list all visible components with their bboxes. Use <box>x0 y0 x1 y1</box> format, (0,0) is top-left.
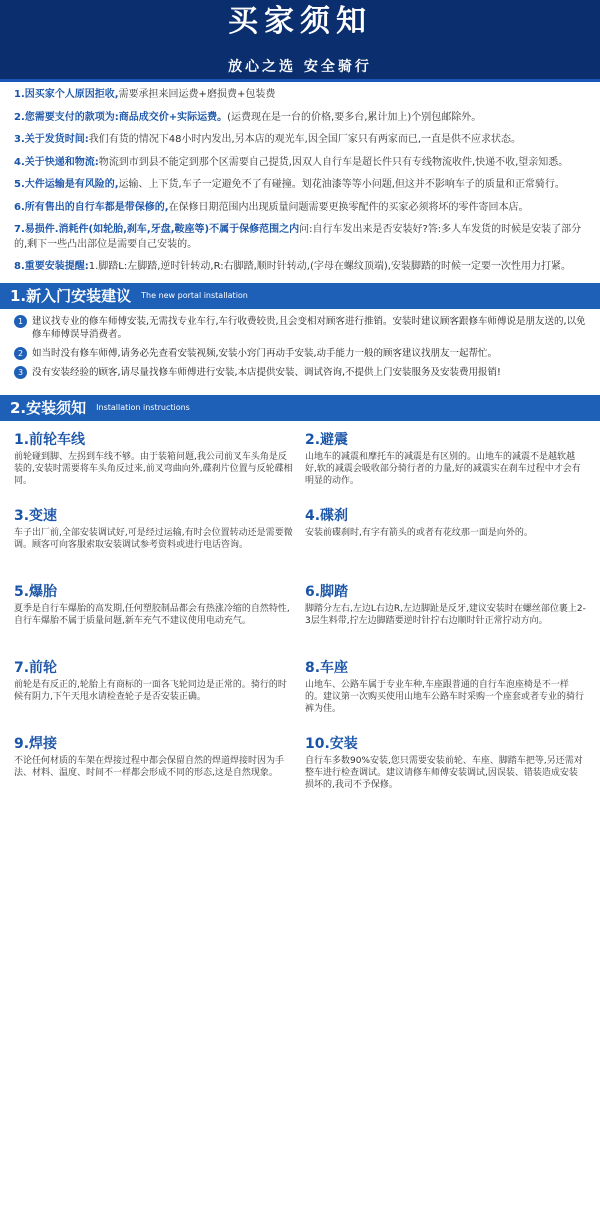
card-body: 前轮是有反正的,轮胎上有商标的一面各飞轮同边是正常的。骑行的时候有阴力,下午天甩水请检查轮子是否安装正确。 <box>14 679 287 702</box>
note-card <box>305 657 586 727</box>
note-card <box>14 733 295 803</box>
note-body: 在保修日期范围内出现质量问题需要更换零配件的买家必须将坏的零件寄回本店。 <box>168 201 529 213</box>
note-card <box>305 505 586 575</box>
card-body: 山地车的减震和摩托车的减震是有区别的。山地车的减震不是越软越好,软的减震会吸收部分骑行者的力量,好的减震实在刹车过程中才会有明显的动作。 <box>305 451 581 486</box>
note-item <box>14 260 586 275</box>
page-title: 买家须知 <box>228 4 372 39</box>
note-head: 4.关于快递和物流: <box>14 156 99 168</box>
number-badge-icon: 1 <box>14 315 27 328</box>
note-card <box>305 733 586 803</box>
card-body: 不论任何材质的车架在焊接过程中都会保留自然的焊道焊接时因为手法、材料、温度、时间不一样都会形成不同的形态,这是自然现象。 <box>14 755 285 778</box>
note-body: 我们有货的情况下48小时内发出,另本店的观光车,因全国厂家只有两家而已,一直是供不应求状态。 <box>88 134 522 145</box>
card-title: 9.焊接 <box>14 735 58 752</box>
note-card <box>14 657 295 727</box>
card-title: 4.碟刹 <box>305 507 349 524</box>
list-item <box>14 347 586 360</box>
card-title: 1.前轮车线 <box>14 431 86 448</box>
section-header-install-notes <box>0 395 600 421</box>
note-body: (运费现在是一台的价格,要多台,累计加上)个别包邮除外。 <box>227 111 482 123</box>
number-badge-icon: 3 <box>14 366 27 379</box>
card-body: 车子出厂前,全部安装调试好,可是经过运输,有时会位置转动还是需要微调。顾客可向客服索取安装调试参考资料或进行电话咨询。 <box>14 527 293 550</box>
page-slogan: 放心之选 安全骑行 <box>228 59 372 75</box>
card-body: 脚踏分左右,左边L右边R,左边脚趾是反牙,建议安装时在螺丝部位裹上2-3层生料带,拧左边脚踏要逆时针拧右边顺时针正常拧动方向。 <box>305 603 586 626</box>
install-advice-list <box>0 309 600 391</box>
section-subtitle: The new portal installation <box>141 291 248 300</box>
card-body: 自行车多数90%安装,您只需要安装前轮、车座、脚踏车把等,另还需对整车进行检查调试。建议请修车师傅安装调试,因误装、错装造成安装损坏的,我司不予保修。 <box>305 755 583 790</box>
number-badge-icon: 2 <box>14 347 27 360</box>
list-item-text: 如当时没有修车师傅,请务必先查看安装视频,安装小窍门再动手安装,动手能力一般的顾客建议找朋友一起帮忙。 <box>32 347 498 359</box>
card-title: 5.爆胎 <box>14 583 58 600</box>
note-item <box>14 133 586 148</box>
note-item <box>14 88 586 103</box>
note-item <box>14 178 586 193</box>
note-body: 1.脚踏L:左脚踏,逆时针转动,R:右脚踏,顺时针转动,(字母在螺纹顶端),安装脚踏的时候一定要一次性用力打紧。 <box>88 261 571 272</box>
note-card <box>14 505 295 575</box>
section-header-install-advice <box>0 283 600 309</box>
note-head: 3.关于发货时间: <box>14 134 89 145</box>
note-card <box>14 581 295 651</box>
note-head: 7.易损件.消耗件(如轮胎,刹车,牙盘,鞍座等)不属于保修范围之内 <box>14 224 300 235</box>
card-title: 10.安装 <box>305 735 358 752</box>
buyer-notes <box>0 82 600 275</box>
card-title: 6.脚踏 <box>305 583 349 600</box>
note-head: 8.重要安装提醒: <box>14 261 89 272</box>
card-title: 3.变速 <box>14 507 58 524</box>
note-body: 物流到市到县不能定到那个区需要自己提货,因双人自行车是超长件只有专线物流收件,快递不收,望亲知悉。 <box>98 156 569 168</box>
section-title: 1.新入门安装建议 <box>10 287 132 305</box>
note-card <box>305 581 586 651</box>
install-notes-grid <box>0 421 600 811</box>
note-item <box>14 111 586 126</box>
note-head: 1.因买家个人原因拒收, <box>14 89 119 100</box>
section-title: 2.安装须知 <box>10 399 87 417</box>
card-title: 7.前轮 <box>14 659 58 676</box>
note-item <box>14 156 586 171</box>
note-body: 需要承担来回运费+磨损费+包装费 <box>118 89 276 100</box>
card-title: 8.车座 <box>305 659 349 676</box>
note-item <box>14 201 586 216</box>
note-head: 6.所有售出的自行车都是带保修的, <box>14 201 169 213</box>
note-item <box>14 223 586 252</box>
section-subtitle: Installation instructions <box>96 403 190 412</box>
note-card <box>14 429 295 499</box>
header-banner <box>0 0 600 82</box>
list-item-text: 没有安装经验的顾客,请尽量找修车师傅进行安装,本店提供安装、调试咨询,不提供上门安装服务及安装费用报销! <box>32 366 501 378</box>
note-head: 5.大件运输是有风险的, <box>14 179 119 190</box>
card-body: 安装前碟刹时,有字有箭头的或者有花纹那一面是向外的。 <box>305 527 533 538</box>
note-body: 问:自行车发出来是否安装好?答:多人车发货的时候是安装了部分的,剩下一些凸出部位是需要自己安装的。 <box>14 224 582 250</box>
card-body: 夏季是自行车爆胎的高发期,任何塑胶制品都会有热涨冷缩的自然特性,自行车爆胎不属于质量问题,新车充气不建议使用电动充气。 <box>14 603 290 626</box>
card-body: 山地车、公路车属于专业车种,车座跟普通的自行车泡座椅是不一样的。建议第一次购买使用山地车公路车时采购一个座套或者专业的骑行裤为佳。 <box>305 679 585 714</box>
note-card <box>305 429 586 499</box>
card-title: 2.避震 <box>305 431 349 448</box>
note-body: 运输、上下货,车子一定避免不了有碰撞。划花油漆等等小问题,但这并不影响车子的质量和正常骑行。 <box>118 179 565 190</box>
card-body: 前轮碰到脚、左拐到车线不够。由于装箱问题,我公司前叉车头角是反装的,安装时需要将车头角反过来,前叉弯曲向外,碟刹片位置与反轮碟相同。 <box>14 451 293 486</box>
list-item <box>14 315 586 341</box>
note-head: 2.您需要支付的款项为:商品成交价+实际运费。 <box>14 111 228 123</box>
list-item-text: 建议找专业的修车师傅安装,无需找专业车行,车行收费较贵,且会变相对顾客进行推销。安装时建议顾客跟修车师傅说是朋友送的,以免修车师傅误导消费者。 <box>32 315 586 340</box>
list-item <box>14 366 586 379</box>
